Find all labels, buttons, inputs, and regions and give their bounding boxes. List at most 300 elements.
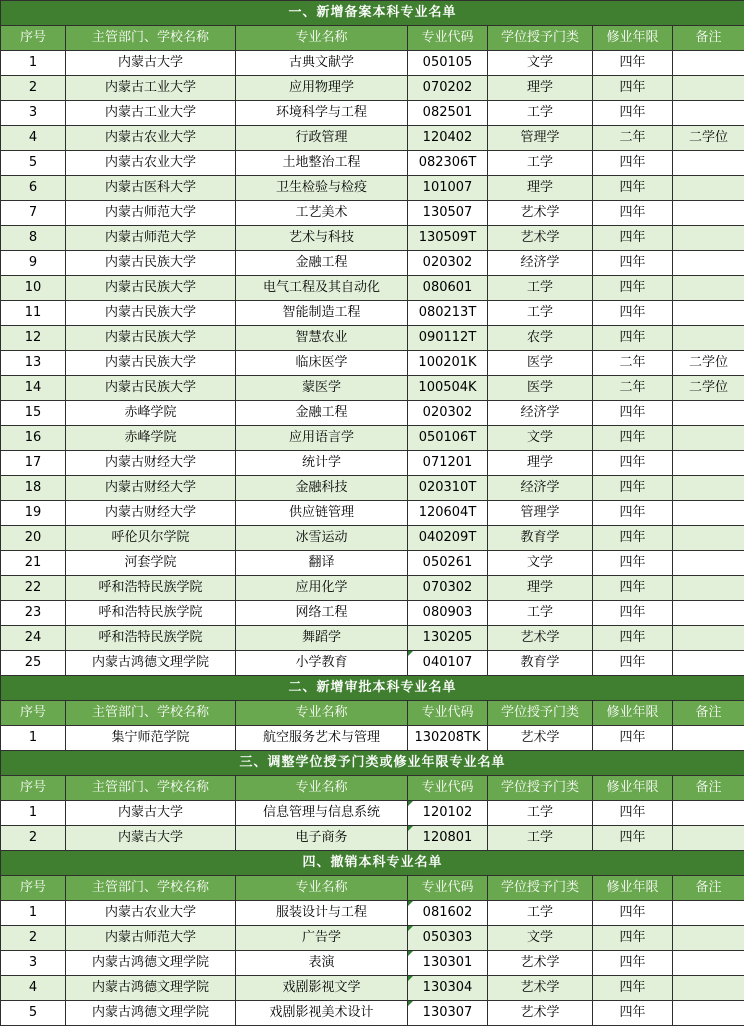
col-seq-cell: 1 <box>1 51 66 76</box>
col-degree-cell: 艺术学 <box>488 226 593 251</box>
header-col-degree: 学位授予门类 <box>488 26 593 51</box>
header-col-code: 专业代码 <box>408 776 488 801</box>
col-note-cell: 二学位 <box>673 376 744 401</box>
col-major-cell: 舞蹈学 <box>236 626 408 651</box>
col-years-cell: 四年 <box>593 451 673 476</box>
col-major-cell: 艺术与科技 <box>236 226 408 251</box>
col-note-cell <box>673 726 744 751</box>
col-years-cell: 四年 <box>593 401 673 426</box>
header-col-note: 备注 <box>673 776 744 801</box>
header-col-note: 备注 <box>673 876 744 901</box>
col-note-cell <box>673 1001 744 1026</box>
table-row <box>1 601 744 626</box>
col-school-cell: 内蒙古财经大学 <box>66 476 236 501</box>
col-code-cell: 020302 <box>408 251 488 276</box>
col-major-cell: 行政管理 <box>236 126 408 151</box>
col-years-cell: 四年 <box>593 76 673 101</box>
header-col-years: 修业年限 <box>593 876 673 901</box>
table-row <box>1 301 744 326</box>
col-major-cell: 信息管理与信息系统 <box>236 801 408 826</box>
col-years-cell: 四年 <box>593 601 673 626</box>
col-years-cell: 四年 <box>593 526 673 551</box>
cell-marker-icon <box>408 801 413 806</box>
col-note-cell <box>673 326 744 351</box>
col-seq-cell: 20 <box>1 526 66 551</box>
col-school-cell: 内蒙古鸿德文理学院 <box>66 651 236 676</box>
col-years-cell: 四年 <box>593 276 673 301</box>
table-row <box>1 451 744 476</box>
col-degree-cell: 工学 <box>488 601 593 626</box>
col-years-cell: 四年 <box>593 426 673 451</box>
col-code-cell: 130507 <box>408 201 488 226</box>
col-seq-cell: 18 <box>1 476 66 501</box>
header-col-major: 专业名称 <box>236 701 408 726</box>
col-school-cell: 内蒙古民族大学 <box>66 351 236 376</box>
col-years-cell: 四年 <box>593 226 673 251</box>
col-major-cell: 应用语言学 <box>236 426 408 451</box>
col-seq-cell: 11 <box>1 301 66 326</box>
table-row <box>1 151 744 176</box>
col-seq-cell: 1 <box>1 901 66 926</box>
col-years-cell: 四年 <box>593 1001 673 1026</box>
table-row <box>1 926 744 951</box>
col-school-cell: 呼和浩特民族学院 <box>66 601 236 626</box>
table-row <box>1 376 744 401</box>
table-row <box>1 801 744 826</box>
col-note-cell <box>673 501 744 526</box>
col-seq-cell: 3 <box>1 101 66 126</box>
col-note-cell <box>673 526 744 551</box>
col-note-cell <box>673 276 744 301</box>
col-major-cell: 金融科技 <box>236 476 408 501</box>
col-code-cell: 080903 <box>408 601 488 626</box>
section-title-row <box>1 751 744 776</box>
col-degree-cell: 工学 <box>488 301 593 326</box>
col-school-cell: 内蒙古农业大学 <box>66 126 236 151</box>
col-school-cell: 呼伦贝尔学院 <box>66 526 236 551</box>
column-header-row <box>1 776 744 801</box>
col-seq-cell: 13 <box>1 351 66 376</box>
header-col-years: 修业年限 <box>593 701 673 726</box>
col-note-cell: 二学位 <box>673 126 744 151</box>
col-note-cell <box>673 926 744 951</box>
col-years-cell: 四年 <box>593 651 673 676</box>
col-degree-cell: 工学 <box>488 151 593 176</box>
header-col-seq: 序号 <box>1 26 66 51</box>
table-row <box>1 426 744 451</box>
table-row <box>1 526 744 551</box>
column-header-row <box>1 876 744 901</box>
table-row <box>1 51 744 76</box>
col-note-cell <box>673 426 744 451</box>
col-code-cell: 130301 <box>408 951 488 976</box>
table-row <box>1 326 744 351</box>
header-col-seq: 序号 <box>1 701 66 726</box>
col-seq-cell: 16 <box>1 426 66 451</box>
col-code-cell: 080601 <box>408 276 488 301</box>
col-school-cell: 内蒙古农业大学 <box>66 151 236 176</box>
col-major-cell: 卫生检验与检疫 <box>236 176 408 201</box>
col-years-cell: 四年 <box>593 251 673 276</box>
header-col-code: 专业代码 <box>408 876 488 901</box>
header-col-years: 修业年限 <box>593 26 673 51</box>
cell-marker-icon <box>408 826 413 831</box>
table-row <box>1 651 744 676</box>
col-code-cell: 020310T <box>408 476 488 501</box>
col-major-cell: 供应链管理 <box>236 501 408 526</box>
col-note-cell <box>673 901 744 926</box>
col-degree-cell: 管理学 <box>488 126 593 151</box>
col-school-cell: 内蒙古民族大学 <box>66 301 236 326</box>
table-row <box>1 126 744 151</box>
col-school-cell: 内蒙古师范大学 <box>66 201 236 226</box>
col-code-cell: 100201K <box>408 351 488 376</box>
col-seq-cell: 14 <box>1 376 66 401</box>
section-title-row <box>1 676 744 701</box>
col-years-cell: 四年 <box>593 926 673 951</box>
col-note-cell <box>673 251 744 276</box>
col-code-cell: 050105 <box>408 51 488 76</box>
col-seq-cell: 21 <box>1 551 66 576</box>
cell-marker-icon <box>408 976 413 981</box>
col-years-cell: 二年 <box>593 351 673 376</box>
col-years-cell: 四年 <box>593 301 673 326</box>
col-code-cell: 080213T <box>408 301 488 326</box>
col-degree-cell: 工学 <box>488 826 593 851</box>
col-school-cell: 内蒙古大学 <box>66 801 236 826</box>
col-major-cell: 小学教育 <box>236 651 408 676</box>
col-note-cell <box>673 551 744 576</box>
col-code-cell: 020302 <box>408 401 488 426</box>
col-major-cell: 服装设计与工程 <box>236 901 408 926</box>
col-major-cell: 统计学 <box>236 451 408 476</box>
col-major-cell: 电子商务 <box>236 826 408 851</box>
col-major-cell: 网络工程 <box>236 601 408 626</box>
col-degree-cell: 工学 <box>488 276 593 301</box>
col-major-cell: 翻译 <box>236 551 408 576</box>
col-major-cell: 应用物理学 <box>236 76 408 101</box>
col-code-cell: 100504K <box>408 376 488 401</box>
column-header-row <box>1 701 744 726</box>
col-seq-cell: 24 <box>1 626 66 651</box>
col-seq-cell: 2 <box>1 926 66 951</box>
col-degree-cell: 医学 <box>488 376 593 401</box>
col-major-cell: 戏剧影视文学 <box>236 976 408 1001</box>
table-row <box>1 351 744 376</box>
col-degree-cell: 理学 <box>488 576 593 601</box>
col-degree-cell: 文学 <box>488 426 593 451</box>
col-major-cell: 土地整治工程 <box>236 151 408 176</box>
table-row <box>1 76 744 101</box>
col-code-cell: 130208TK <box>408 726 488 751</box>
col-years-cell: 四年 <box>593 176 673 201</box>
col-major-cell: 工艺美术 <box>236 201 408 226</box>
table-row <box>1 251 744 276</box>
col-school-cell: 内蒙古鸿德文理学院 <box>66 951 236 976</box>
col-degree-cell: 教育学 <box>488 526 593 551</box>
col-major-cell: 蒙医学 <box>236 376 408 401</box>
col-degree-cell: 教育学 <box>488 651 593 676</box>
table-row <box>1 226 744 251</box>
col-degree-cell: 经济学 <box>488 251 593 276</box>
col-degree-cell: 艺术学 <box>488 626 593 651</box>
header-col-seq: 序号 <box>1 876 66 901</box>
col-code-cell: 120102 <box>408 801 488 826</box>
col-years-cell: 四年 <box>593 976 673 1001</box>
col-years-cell: 二年 <box>593 126 673 151</box>
cell-marker-icon <box>408 951 413 956</box>
column-header-row <box>1 26 744 51</box>
col-note-cell <box>673 476 744 501</box>
header-col-degree: 学位授予门类 <box>488 876 593 901</box>
col-seq-cell: 6 <box>1 176 66 201</box>
col-degree-cell: 文学 <box>488 51 593 76</box>
col-code-cell: 070302 <box>408 576 488 601</box>
cell-marker-icon <box>408 651 413 656</box>
col-years-cell: 二年 <box>593 376 673 401</box>
col-seq-cell: 23 <box>1 601 66 626</box>
col-major-cell: 表演 <box>236 951 408 976</box>
col-degree-cell: 医学 <box>488 351 593 376</box>
col-seq-cell: 5 <box>1 1001 66 1026</box>
col-years-cell: 四年 <box>593 901 673 926</box>
col-code-cell: 130304 <box>408 976 488 1001</box>
col-note-cell <box>673 801 744 826</box>
col-major-cell: 戏剧影视美术设计 <box>236 1001 408 1026</box>
header-col-code: 专业代码 <box>408 701 488 726</box>
col-degree-cell: 艺术学 <box>488 201 593 226</box>
col-school-cell: 内蒙古民族大学 <box>66 251 236 276</box>
cell-marker-icon <box>408 926 413 931</box>
col-school-cell: 内蒙古大学 <box>66 826 236 851</box>
col-note-cell <box>673 301 744 326</box>
col-degree-cell: 文学 <box>488 551 593 576</box>
col-note-cell <box>673 826 744 851</box>
col-note-cell <box>673 651 744 676</box>
table-row <box>1 476 744 501</box>
table-row <box>1 951 744 976</box>
col-code-cell: 130205 <box>408 626 488 651</box>
col-years-cell: 四年 <box>593 201 673 226</box>
col-degree-cell: 艺术学 <box>488 951 593 976</box>
col-years-cell: 四年 <box>593 551 673 576</box>
table-row <box>1 576 744 601</box>
table-row <box>1 901 744 926</box>
col-code-cell: 082306T <box>408 151 488 176</box>
col-degree-cell: 艺术学 <box>488 976 593 1001</box>
table-row <box>1 201 744 226</box>
table-row <box>1 626 744 651</box>
col-school-cell: 河套学院 <box>66 551 236 576</box>
section-title: 一、新增备案本科专业名单 <box>1 1 744 26</box>
col-seq-cell: 5 <box>1 151 66 176</box>
header-col-degree: 学位授予门类 <box>488 701 593 726</box>
col-school-cell: 内蒙古医科大学 <box>66 176 236 201</box>
col-major-cell: 环境科学与工程 <box>236 101 408 126</box>
col-seq-cell: 22 <box>1 576 66 601</box>
col-code-cell: 101007 <box>408 176 488 201</box>
col-code-cell: 130509T <box>408 226 488 251</box>
col-code-cell: 120604T <box>408 501 488 526</box>
table-row <box>1 176 744 201</box>
table-row <box>1 1001 744 1026</box>
table-row <box>1 101 744 126</box>
col-years-cell: 四年 <box>593 151 673 176</box>
col-seq-cell: 1 <box>1 801 66 826</box>
col-note-cell <box>673 576 744 601</box>
header-col-note: 备注 <box>673 701 744 726</box>
header-col-major: 专业名称 <box>236 776 408 801</box>
header-col-school: 主管部门、学校名称 <box>66 701 236 726</box>
col-seq-cell: 17 <box>1 451 66 476</box>
col-seq-cell: 2 <box>1 76 66 101</box>
col-code-cell: 130307 <box>408 1001 488 1026</box>
col-school-cell: 内蒙古鸿德文理学院 <box>66 1001 236 1026</box>
col-seq-cell: 9 <box>1 251 66 276</box>
col-years-cell: 四年 <box>593 51 673 76</box>
table-row <box>1 401 744 426</box>
col-degree-cell: 工学 <box>488 101 593 126</box>
col-major-cell: 古典文献学 <box>236 51 408 76</box>
col-degree-cell: 理学 <box>488 451 593 476</box>
col-note-cell <box>673 226 744 251</box>
col-major-cell: 金融工程 <box>236 401 408 426</box>
col-years-cell: 四年 <box>593 476 673 501</box>
col-note-cell <box>673 151 744 176</box>
col-school-cell: 内蒙古大学 <box>66 51 236 76</box>
header-col-school: 主管部门、学校名称 <box>66 26 236 51</box>
col-code-cell: 040107 <box>408 651 488 676</box>
col-code-cell: 082501 <box>408 101 488 126</box>
col-school-cell: 集宁师范学院 <box>66 726 236 751</box>
col-code-cell: 050303 <box>408 926 488 951</box>
col-seq-cell: 3 <box>1 951 66 976</box>
header-col-note: 备注 <box>673 26 744 51</box>
col-major-cell: 冰雪运动 <box>236 526 408 551</box>
header-col-years: 修业年限 <box>593 776 673 801</box>
col-note-cell <box>673 51 744 76</box>
col-note-cell <box>673 176 744 201</box>
table-row <box>1 826 744 851</box>
cell-marker-icon <box>408 901 413 906</box>
col-years-cell: 四年 <box>593 801 673 826</box>
col-school-cell: 内蒙古财经大学 <box>66 501 236 526</box>
col-school-cell: 内蒙古民族大学 <box>66 376 236 401</box>
col-seq-cell: 1 <box>1 726 66 751</box>
col-note-cell <box>673 201 744 226</box>
col-school-cell: 内蒙古民族大学 <box>66 326 236 351</box>
col-school-cell: 内蒙古鸿德文理学院 <box>66 976 236 1001</box>
table-row <box>1 501 744 526</box>
col-major-cell: 智能制造工程 <box>236 301 408 326</box>
col-school-cell: 赤峰学院 <box>66 426 236 451</box>
col-note-cell <box>673 976 744 1001</box>
header-col-school: 主管部门、学校名称 <box>66 876 236 901</box>
col-school-cell: 呼和浩特民族学院 <box>66 576 236 601</box>
col-years-cell: 四年 <box>593 326 673 351</box>
col-note-cell <box>673 401 744 426</box>
col-years-cell: 四年 <box>593 826 673 851</box>
header-col-degree: 学位授予门类 <box>488 776 593 801</box>
col-degree-cell: 理学 <box>488 176 593 201</box>
cell-marker-icon <box>408 1001 413 1006</box>
col-seq-cell: 2 <box>1 826 66 851</box>
col-seq-cell: 10 <box>1 276 66 301</box>
col-seq-cell: 8 <box>1 226 66 251</box>
col-school-cell: 内蒙古农业大学 <box>66 901 236 926</box>
col-degree-cell: 工学 <box>488 901 593 926</box>
col-major-cell: 金融工程 <box>236 251 408 276</box>
col-major-cell: 航空服务艺术与管理 <box>236 726 408 751</box>
col-major-cell: 广告学 <box>236 926 408 951</box>
col-degree-cell: 文学 <box>488 926 593 951</box>
col-degree-cell: 管理学 <box>488 501 593 526</box>
col-seq-cell: 19 <box>1 501 66 526</box>
col-years-cell: 四年 <box>593 101 673 126</box>
header-col-major: 专业名称 <box>236 876 408 901</box>
section-title: 四、撤销本科专业名单 <box>1 851 744 876</box>
section-title: 二、新增审批本科专业名单 <box>1 676 744 701</box>
col-school-cell: 内蒙古财经大学 <box>66 451 236 476</box>
table-row <box>1 976 744 1001</box>
header-col-seq: 序号 <box>1 776 66 801</box>
header-col-school: 主管部门、学校名称 <box>66 776 236 801</box>
col-years-cell: 四年 <box>593 576 673 601</box>
col-school-cell: 赤峰学院 <box>66 401 236 426</box>
section-title-row <box>1 1 744 26</box>
col-code-cell: 050106T <box>408 426 488 451</box>
col-degree-cell: 经济学 <box>488 401 593 426</box>
col-degree-cell: 农学 <box>488 326 593 351</box>
col-major-cell: 临床医学 <box>236 351 408 376</box>
col-seq-cell: 4 <box>1 126 66 151</box>
col-years-cell: 四年 <box>593 626 673 651</box>
col-code-cell: 120801 <box>408 826 488 851</box>
col-school-cell: 内蒙古师范大学 <box>66 926 236 951</box>
col-degree-cell: 理学 <box>488 76 593 101</box>
col-seq-cell: 12 <box>1 326 66 351</box>
section-title-row <box>1 851 744 876</box>
col-school-cell: 内蒙古师范大学 <box>66 226 236 251</box>
header-col-code: 专业代码 <box>408 26 488 51</box>
col-years-cell: 四年 <box>593 726 673 751</box>
table-row <box>1 726 744 751</box>
col-seq-cell: 7 <box>1 201 66 226</box>
col-note-cell <box>673 601 744 626</box>
col-note-cell <box>673 101 744 126</box>
col-code-cell: 090112T <box>408 326 488 351</box>
col-school-cell: 呼和浩特民族学院 <box>66 626 236 651</box>
col-note-cell <box>673 451 744 476</box>
col-degree-cell: 经济学 <box>488 476 593 501</box>
col-code-cell: 071201 <box>408 451 488 476</box>
col-note-cell <box>673 76 744 101</box>
col-code-cell: 040209T <box>408 526 488 551</box>
col-note-cell: 二学位 <box>673 351 744 376</box>
header-col-major: 专业名称 <box>236 26 408 51</box>
table-row <box>1 276 744 301</box>
col-degree-cell: 艺术学 <box>488 726 593 751</box>
section-title: 三、调整学位授予门类或修业年限专业名单 <box>1 751 744 776</box>
table-row <box>1 551 744 576</box>
col-note-cell <box>673 626 744 651</box>
col-major-cell: 应用化学 <box>236 576 408 601</box>
col-seq-cell: 4 <box>1 976 66 1001</box>
col-code-cell: 050261 <box>408 551 488 576</box>
col-note-cell <box>673 951 744 976</box>
col-code-cell: 070202 <box>408 76 488 101</box>
col-years-cell: 四年 <box>593 501 673 526</box>
